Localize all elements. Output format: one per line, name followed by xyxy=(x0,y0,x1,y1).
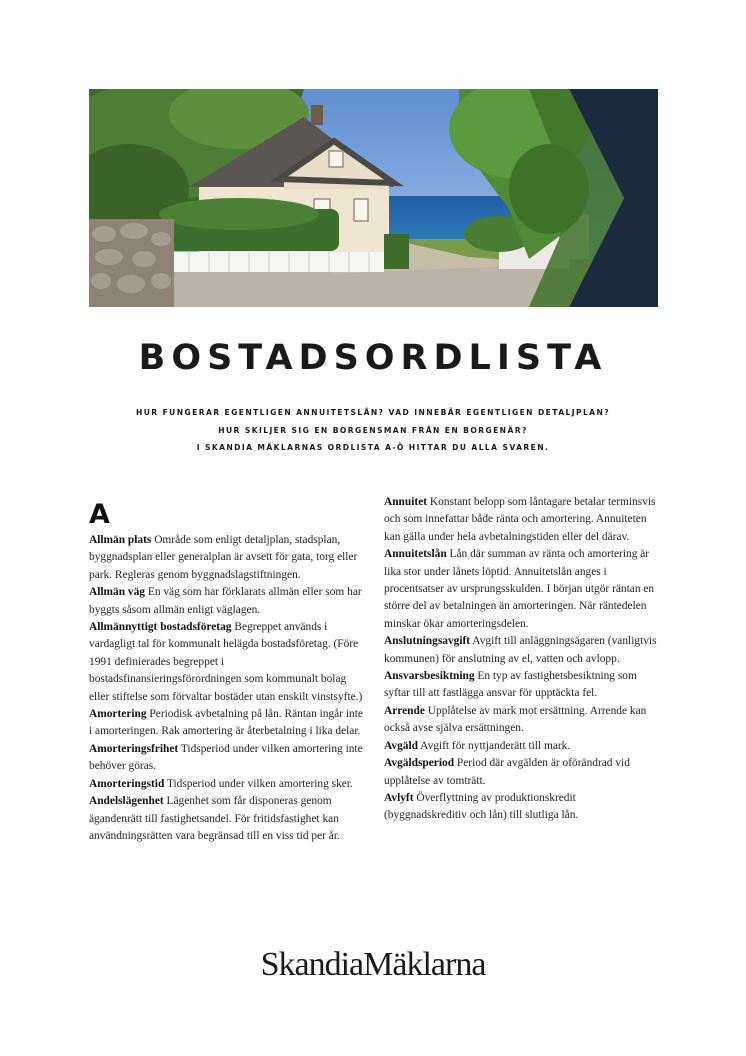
glossary-definition: Tidsperiod under vilken amortering inte behöver göras. xyxy=(89,742,363,773)
glossary-definition: Område som enligt detaljplan, stadsplan, byggnadsplan eller generalplan är avsett för gata, torg eller park. Regleras genom byggnadslagstiftningen. xyxy=(89,534,358,581)
glossary-entry xyxy=(89,619,364,706)
glossary-entry xyxy=(89,584,364,619)
glossary-entry xyxy=(384,546,659,633)
glossary-term: Arrende xyxy=(384,704,425,717)
glossary-term: Amorteringsfrihet xyxy=(89,742,179,755)
glossary-term: Annuitetslån xyxy=(384,548,447,561)
glossary-definition: Avgift till anläggningsägaren (vanligtvis kommunen) för anslutning av el, vatten och avlopp. xyxy=(384,635,657,665)
glossary-term: Avlyft xyxy=(384,791,414,804)
glossary-column-right xyxy=(384,494,659,825)
glossary-term: Allmän väg xyxy=(89,586,146,599)
glossary-definition: Överflyttning av produktionskredit (byggnadskreditiv och lån) till slutliga lån. xyxy=(384,791,579,822)
glossary-term: Amortering xyxy=(89,708,147,721)
glossary-term: Andelslägenhet xyxy=(89,795,164,808)
glossary-definition: Begreppet används i vardagligt tal för kommunalt helägda bostadsföretag. (Före 1991 definierades begreppet i bostadsfinansieringsförordningen som kommunalt bolag eller stiftelse som förvaltar bostäder utan enskilt vinstsyfte.) xyxy=(89,621,363,703)
intro-line: I SKANDIA MÄKLARNAS ORDLISTA A-Ö HITTAR DU ALLA SVAREN. xyxy=(196,443,550,452)
glossary-definition: Avgift för nyttjanderätt till mark. xyxy=(417,739,571,752)
glossary-term: Avgäldsperiod xyxy=(384,757,455,770)
glossary-column-left xyxy=(89,500,364,845)
intro-text xyxy=(0,404,746,457)
glossary-definition: Lägenhet som får disponeras genom ägandenrätt till fastighetsandel. För fritidsfastighet kan användningsrätten vara begränsad till en viss tid per år. xyxy=(89,795,340,842)
glossary-definition: Tidsperiod under vilken amortering sker. xyxy=(164,777,353,790)
glossary-term: Anslutningsavgift xyxy=(384,635,471,648)
glossary-definition: Lån där summan av ränta och amortering är lika stor under lånets löptid. Annuitetslån anges i procentsatser av ursprungsskulden. I början utgör räntan en större del av betalningen än amorteringen. När räntedelen minskar ökar amorteringsdelen. xyxy=(384,548,655,630)
glossary-entry xyxy=(384,790,659,825)
glossary-definition: Periodisk avbetalning på lån. Räntan ingår inte i amorteringen. Rak amortering är återbetalning i lika delar. xyxy=(89,708,363,738)
intro-line: HUR FUNGERAR EGENTLIGEN ANNUITETSLÅN? VAD INNEBÄR EGENTLIGEN DETALJPLAN? xyxy=(135,408,611,417)
glossary-definition: Upplåtelse av mark mot ersättning. Arrende kan också avse själva ersättningen. xyxy=(384,704,647,735)
skandia-maklarna-logo: SkandiaMäklarna xyxy=(260,946,486,983)
glossary-definition: En väg som har förklarats allmän eller som har byggts såsom allmän enligt väglagen. xyxy=(89,586,362,616)
house-by-sea-image xyxy=(89,89,658,307)
glossary-entry xyxy=(384,633,659,668)
glossary-term: Allmännyttigt bostadsföretag xyxy=(89,621,232,634)
glossary-entry xyxy=(384,755,659,790)
glossary-term: Annuitet xyxy=(384,496,428,508)
glossary-term: Ansvarsbesiktning xyxy=(384,670,475,683)
glossary-entry xyxy=(384,494,659,546)
glossary-entry xyxy=(89,706,364,741)
section-letter: A xyxy=(89,499,110,530)
glossary-entry xyxy=(89,793,364,845)
glossary-entry xyxy=(89,776,364,793)
hero-photo xyxy=(89,89,658,307)
glossary-entry xyxy=(89,741,364,776)
glossary-term: Avgäld xyxy=(384,739,418,752)
intro-line: HUR SKILJER SIG EN BORGENSMAN FRÅN EN BORGENÄR? xyxy=(218,425,528,435)
glossary-entry xyxy=(384,703,659,738)
glossary-entry xyxy=(384,738,659,755)
glossary-term: Amorteringstid xyxy=(89,777,165,790)
glossary-definition: Period där avgälden är oförändrad vid upplåtelse av tomträtt. xyxy=(384,757,630,787)
glossary-entry xyxy=(384,668,659,703)
glossary-term: Allmän plats xyxy=(89,534,152,546)
glossary-definition: Konstant belopp som låntagare betalar terminsvis och som innefattar både ränta och amortering. Annuiteten kan gälla under hela avbetalningstiden eller del därav. xyxy=(384,496,656,543)
glossary-entry xyxy=(89,532,364,584)
page-title: BOSTADSORDLISTA xyxy=(138,338,608,378)
glossary-definition: En typ av fastighetsbesiktning som syftar till att fastlägga ansvar för upptäckta fel. xyxy=(384,670,637,700)
